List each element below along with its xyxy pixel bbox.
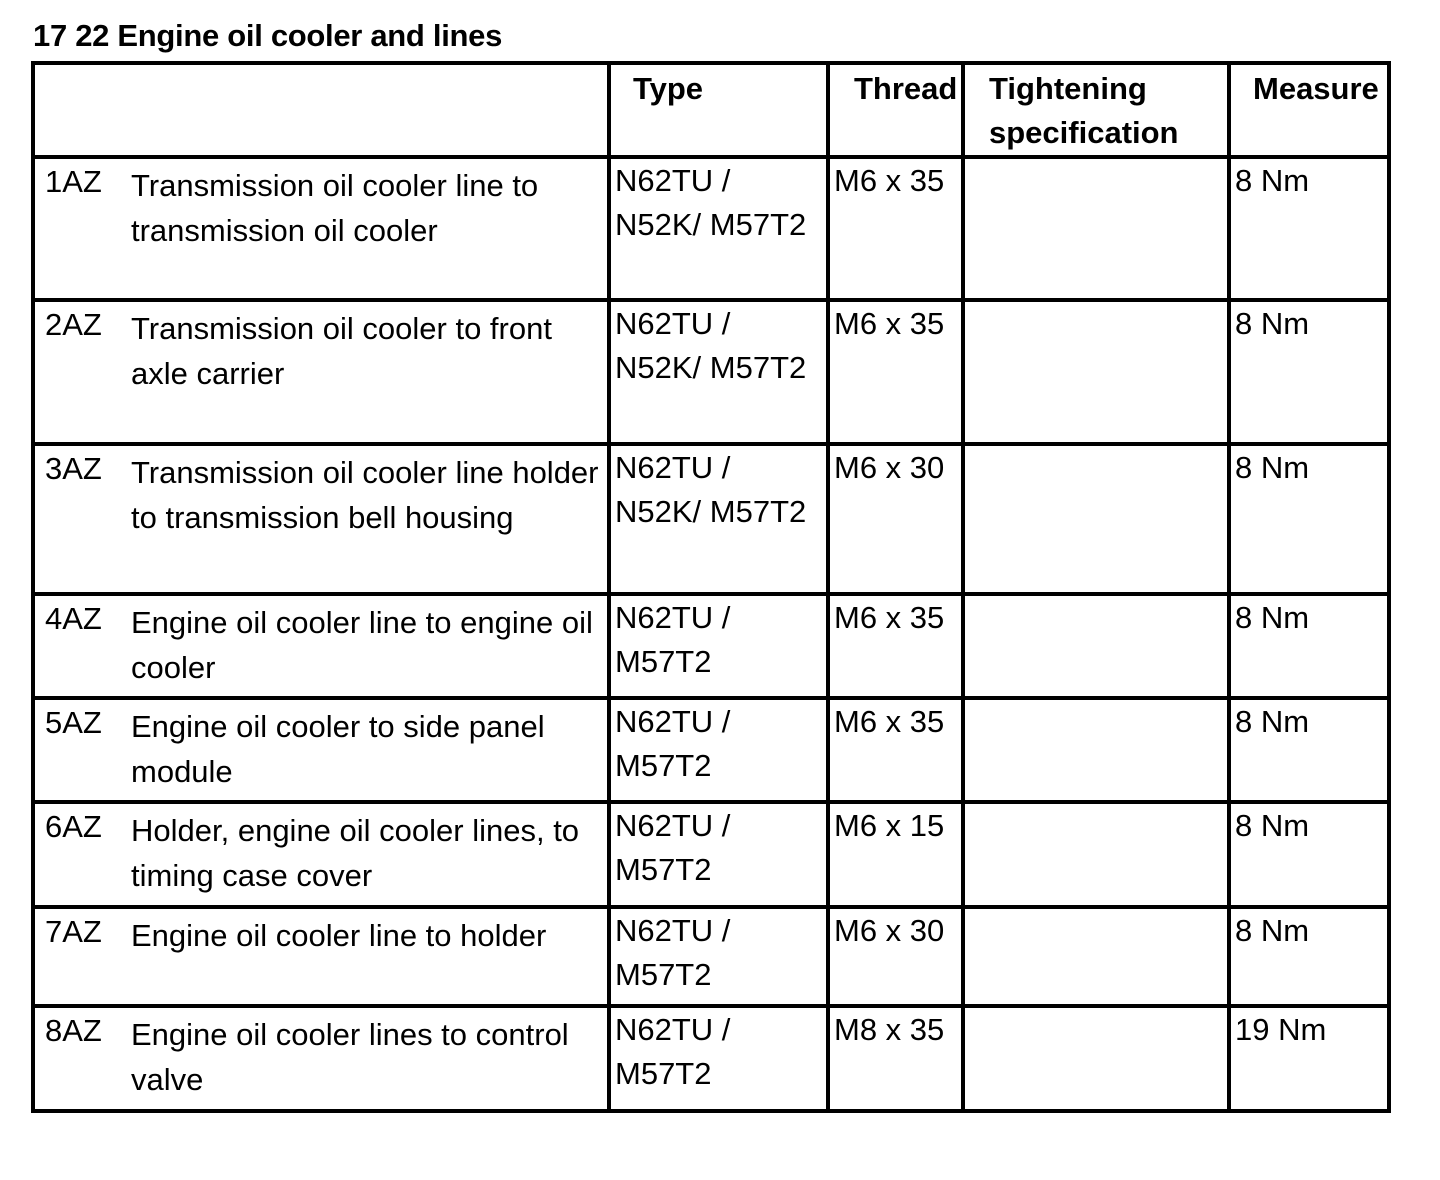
item-description: Holder, engine oil cooler lines, to timing case cover [131,813,580,893]
thread-cell: M6 x 15 [828,802,963,907]
type-cell: N62TU / M57T2 [609,698,828,802]
item-cell [33,1006,609,1111]
item-code: 1AZ [45,164,102,199]
item-cell [33,802,609,907]
item-cell [33,907,609,1006]
table-row [33,1006,1389,1111]
table-row [33,594,1389,698]
tightening-cell [963,802,1229,907]
table-row [33,444,1389,594]
measure-cell: 8 Nm [1229,907,1389,1006]
header-thread: Thread [828,63,963,157]
header-item [33,63,609,157]
type-cell: N62TU / M57T2 [609,594,828,698]
item-cell [33,300,609,444]
measure-cell: 8 Nm [1229,300,1389,444]
tightening-cell [963,1006,1229,1111]
table-row [33,698,1389,802]
item-code: 8AZ [45,1013,102,1048]
item-description: Engine oil cooler line to holder [131,918,547,953]
item-description: Transmission oil cooler line to transmission oil cooler [131,168,539,248]
measure-cell: 19 Nm [1229,1006,1389,1111]
thread-cell: M6 x 35 [828,698,963,802]
item-description: Engine oil cooler line to engine oil cooler [131,605,593,685]
tightening-cell [963,907,1229,1006]
item-description: Engine oil cooler lines to control valve [131,1017,569,1097]
table-row [33,907,1389,1006]
type-cell: N62TU / M57T2 [609,802,828,907]
item-cell [33,444,609,594]
type-cell: N62TU / M57T2 [609,1006,828,1111]
measure-cell: 8 Nm [1229,698,1389,802]
torque-spec-table [31,61,1391,1113]
type-cell: N62TU / M57T2 [609,907,828,1006]
tightening-cell [963,157,1229,300]
item-description: Transmission oil cooler to front axle carrier [131,311,552,391]
item-code: 4AZ [45,601,102,636]
item-description: Engine oil cooler to side panel module [131,709,545,789]
header-tightening: Tightening specification [963,63,1229,157]
thread-cell: M6 x 30 [828,444,963,594]
type-cell: N62TU / N52K/ M57T2 [609,300,828,444]
item-cell [33,157,609,300]
tightening-cell [963,594,1229,698]
thread-cell: M8 x 35 [828,1006,963,1111]
type-cell: N62TU / N52K/ M57T2 [609,444,828,594]
table-row [33,157,1389,300]
table-row [33,802,1389,907]
item-code: 6AZ [45,809,102,844]
item-cell [33,698,609,802]
item-code: 3AZ [45,451,102,486]
measure-cell: 8 Nm [1229,802,1389,907]
tightening-cell [963,698,1229,802]
thread-cell: M6 x 35 [828,157,963,300]
table-row [33,300,1389,444]
measure-cell: 8 Nm [1229,444,1389,594]
header-type: Type [609,63,828,157]
table-header-row [33,63,1389,157]
tightening-cell [963,444,1229,594]
measure-cell: 8 Nm [1229,594,1389,698]
type-cell: N62TU / N52K/ M57T2 [609,157,828,300]
header-measure: Measure [1229,63,1389,157]
item-code: 2AZ [45,307,102,342]
tightening-cell [963,300,1229,444]
item-cell [33,594,609,698]
thread-cell: M6 x 35 [828,594,963,698]
thread-cell: M6 x 30 [828,907,963,1006]
measure-cell: 8 Nm [1229,157,1389,300]
item-code: 7AZ [45,914,102,949]
item-description: Transmission oil cooler line holder to transmission bell housing [131,455,599,535]
item-code: 5AZ [45,705,102,740]
thread-cell: M6 x 35 [828,300,963,444]
page-title: 17 22 Engine oil cooler and lines [33,18,503,53]
